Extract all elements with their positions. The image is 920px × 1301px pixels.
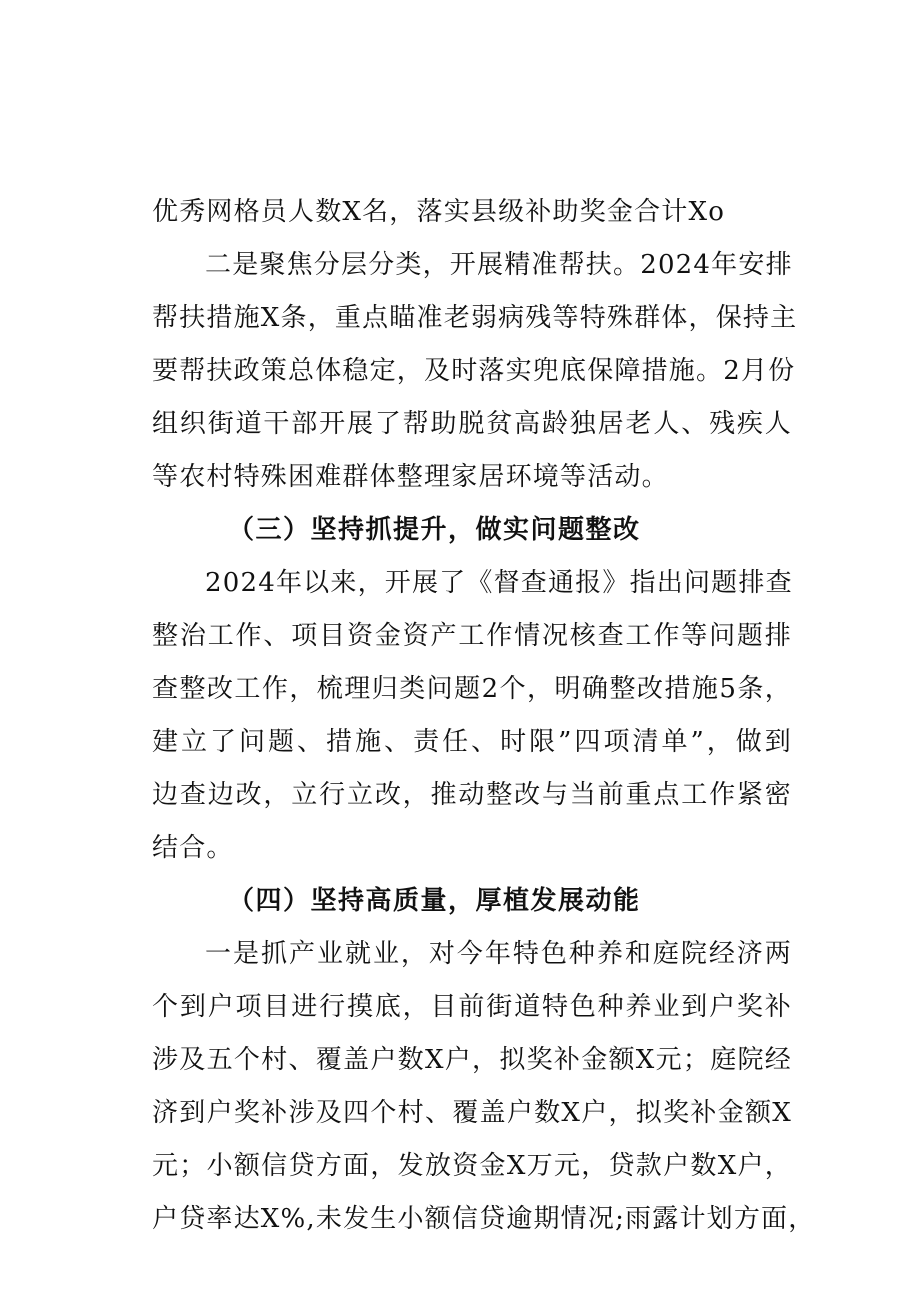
paragraph-line: 一是抓产业就业，对今年特色种养和庭院经济两	[205, 939, 792, 969]
paragraph-line: 组织街道干部开展了帮助脱贫高龄独居老人、残疾人	[152, 409, 792, 439]
paragraph-line: 帮扶措施X条，重点瞄准老弱病残等特殊群体，保持主	[152, 303, 798, 333]
paragraph-line: 2024年以来，开展了《督查通报》指出问题排查	[205, 568, 793, 598]
paragraph-line: 个到户项目进行摸底，目前街道特色种养业到户奖补	[152, 992, 792, 1022]
paragraph-line: 要帮扶政策总体稳定，及时落实兜底保障措施。2月份	[152, 356, 796, 386]
paragraph-line: 边查边改，立行立改，推动整改与当前重点工作紧密	[152, 780, 792, 810]
paragraph-line: 结合。	[152, 833, 234, 863]
paragraph-line: 整治工作、项目资金资产工作情况核查工作等问题排	[152, 621, 792, 651]
paragraph-line: 查整改工作，梳理归类问题2个，明确整改措施5条，	[152, 674, 792, 704]
paragraph-line: 涉及五个村、覆盖户数X户，拟奖补金额X元；庭院经	[152, 1045, 792, 1075]
section-heading: （三）坚持抓提升，做实问题整改	[228, 515, 641, 545]
paragraph-line: 优秀网格员人数X名，落实县级补助奖金合计Xo	[152, 197, 726, 227]
paragraph-line: 元；小额信贷方面，发放资金X万元，贷款户数X户，	[152, 1151, 792, 1181]
paragraph-line: 二是聚焦分层分类，开展精准帮扶。2024年安排	[205, 250, 793, 280]
section-heading: （四）坚持高质量，厚植发展动能	[228, 886, 641, 916]
paragraph-line: 户贷率达X%,未发生小额信贷逾期情况;雨露计划方面，	[152, 1204, 816, 1234]
paragraph-line: 等农村特殊困难群体整理家居环境等活动。	[152, 462, 669, 492]
paragraph-line: 建立了问题、措施、责任、时限”四项清单”，做到	[152, 727, 792, 757]
paragraph-line: 济到户奖补涉及四个村、覆盖户数X户，拟奖补金额X	[152, 1098, 792, 1128]
